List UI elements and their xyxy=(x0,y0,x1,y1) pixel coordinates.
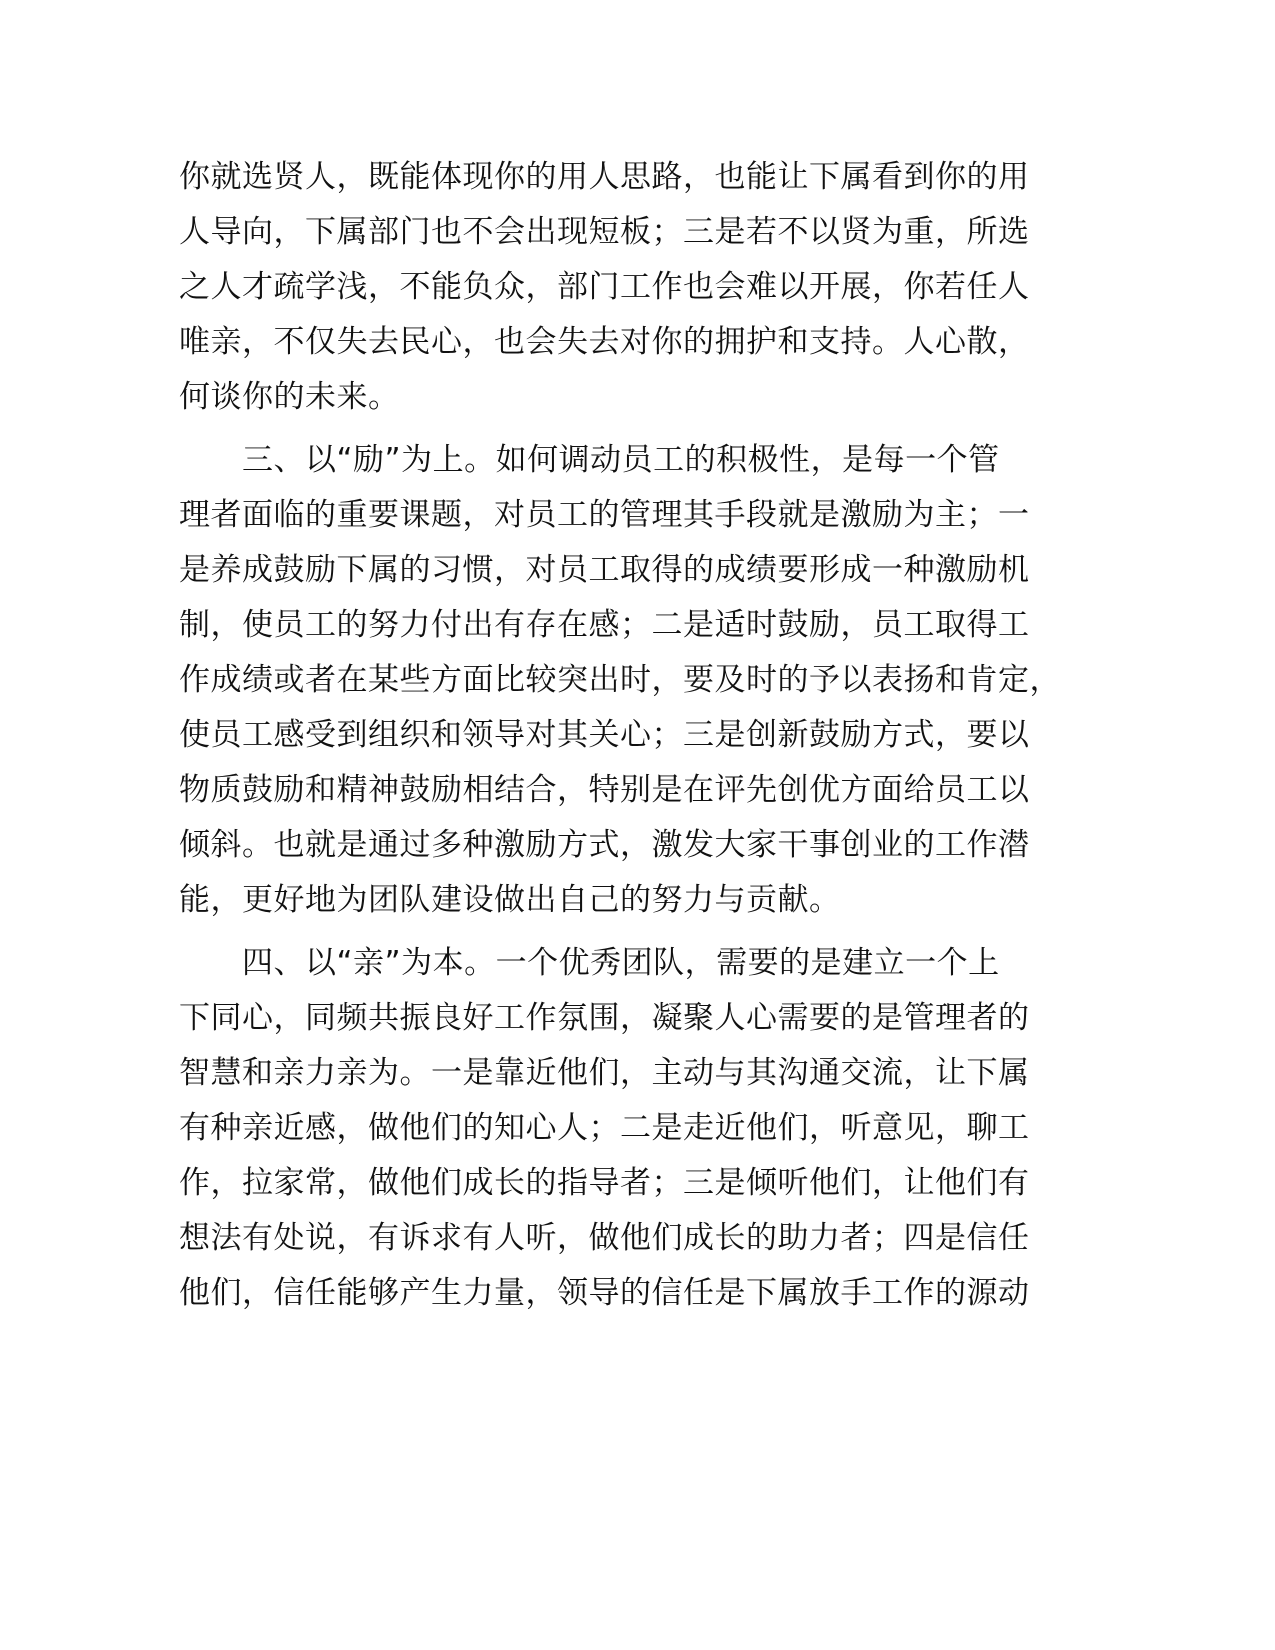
text-line: 唯亲，不仅失去民心，也会失去对你的拥护和支持。人心散， xyxy=(179,324,1030,360)
text-line: 作，拉家常，做他们成长的指导者；三是倾听他们，让他们有 xyxy=(179,1165,1030,1201)
text-line: 制，使员工的努力付出有存在感；二是适时鼓励，员工取得工 xyxy=(179,607,1030,643)
paragraph-2 xyxy=(179,433,1059,928)
text-line: 理者面临的重要课题，对员工的管理其手段就是激励为主；一 xyxy=(179,497,1030,533)
text-line: 智慧和亲力亲为。一是靠近他们，主动与其沟通交流，让下属 xyxy=(179,1055,1030,1091)
paragraph-1 xyxy=(179,150,1059,425)
text-line: 何谈你的未来。 xyxy=(179,379,400,415)
text-line: 人导向，下属部门也不会出现短板；三是若不以贤为重，所选 xyxy=(179,214,1030,250)
text-line: 他们，信任能够产生力量，领导的信任是下属放手工作的源动 xyxy=(179,1275,1030,1311)
body-text xyxy=(179,150,1059,1321)
text-line: 有种亲近感，做他们的知心人；二是走近他们，听意见，聊工 xyxy=(179,1110,1030,1146)
text-line: 四、以“亲”为本。一个优秀团队，需要的是建立一个上 xyxy=(179,945,1000,981)
text-line: 想法有处说，有诉求有人听，做他们成长的助力者；四是信任 xyxy=(179,1220,1030,1256)
text-line: 倾斜。也就是通过多种激励方式，激发大家干事创业的工作潜 xyxy=(179,827,1030,863)
text-line: 你就选贤人，既能体现你的用人思路，也能让下属看到你的用 xyxy=(179,159,1030,195)
text-line: 物质鼓励和精神鼓励相结合，特别是在评先创优方面给员工以 xyxy=(179,772,1030,808)
paragraph-3 xyxy=(179,936,1059,1321)
text-line: 使员工感受到组织和领导对其关心；三是创新鼓励方式，要以 xyxy=(179,717,1030,753)
text-line: 之人才疏学浅，不能负众，部门工作也会难以开展，你若任人 xyxy=(179,269,1030,305)
text-line: 下同心，同频共振良好工作氛围，凝聚人心需要的是管理者的 xyxy=(179,1000,1030,1036)
text-line: 作成绩或者在某些方面比较突出时，要及时的予以表扬和肯定， xyxy=(179,662,1061,698)
text-line: 三、以“励”为上。如何调动员工的积极性，是每一个管 xyxy=(179,442,1000,478)
text-line: 能，更好地为团队建设做出自己的努力与贡献。 xyxy=(179,882,841,918)
text-line: 是养成鼓励下属的习惯，对员工取得的成绩要形成一种激励机 xyxy=(179,552,1030,588)
